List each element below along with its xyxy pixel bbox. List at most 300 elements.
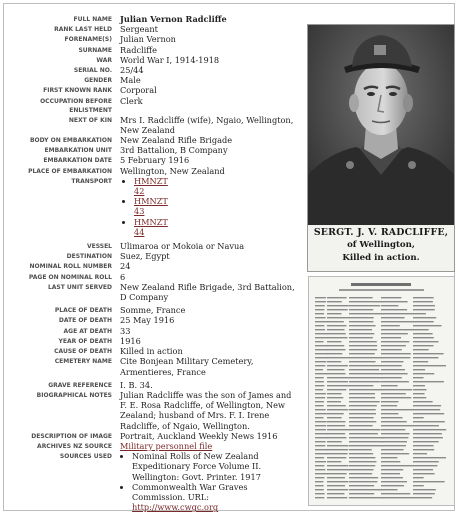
field-label: AGE AT DEATH — [63, 327, 112, 335]
document-text-line — [413, 389, 426, 390]
field-value: 33 — [120, 325, 131, 336]
caption-line-1: SERGT. J. V. RADCLIFFE, — [313, 227, 449, 238]
field-label: RANK LAST HELD — [54, 26, 112, 34]
document-text-line — [327, 329, 345, 330]
document-text-line — [349, 405, 377, 406]
document-text-line — [349, 477, 378, 478]
field-value: I. B. 34. — [120, 379, 153, 390]
document-text-line — [413, 341, 439, 342]
field-value: Killed in action — [120, 346, 183, 357]
document-text-line — [349, 457, 375, 458]
document-text-line — [315, 409, 326, 410]
document-text-line — [327, 489, 348, 490]
document-text-line — [349, 389, 383, 390]
document-text-line — [349, 437, 385, 438]
document-text-line — [381, 409, 414, 410]
document-text-line — [327, 333, 346, 334]
transport-link[interactable] — [134, 196, 168, 216]
document-text-line — [315, 437, 328, 438]
field-label: SURNAME — [78, 46, 112, 54]
field-value: Portrait, Auckland Weekly News 1916 — [120, 430, 278, 441]
field-label: LAST UNIT SERVED — [47, 283, 112, 291]
document-text-line — [381, 397, 411, 398]
document-text-line — [315, 489, 324, 490]
document-text-line — [315, 361, 326, 362]
document-text-line — [315, 333, 328, 334]
document-text-line — [327, 437, 346, 438]
document-text-line — [381, 493, 410, 494]
document-text-line — [381, 301, 408, 302]
document-text-line — [413, 309, 435, 310]
document-text-line — [413, 453, 427, 454]
field-value: 5 February 1916 — [120, 155, 190, 166]
document-text-line — [381, 413, 398, 414]
field-value: 25 May 1916 — [120, 315, 175, 326]
row-surname — [0, 45, 300, 55]
document-text-line — [413, 421, 445, 422]
document-text-line — [315, 493, 325, 494]
document-text-line — [327, 377, 349, 378]
field-value — [120, 441, 297, 451]
source-text: Commonwealth War Graves Commission. URL: — [132, 481, 248, 502]
document-text-line — [315, 369, 323, 370]
document-text-line — [327, 389, 346, 390]
row-year-of-death — [0, 336, 300, 346]
sources-list — [120, 451, 297, 512]
document-text-line — [315, 309, 324, 310]
document-text-line — [381, 341, 409, 342]
document-text-line — [349, 337, 373, 338]
document-text-line — [327, 325, 346, 326]
field-value: Clerk — [120, 95, 143, 106]
row-place-of-embarkation — [0, 166, 300, 176]
document-text-line — [315, 449, 328, 450]
field-value: 24 — [120, 261, 131, 272]
document-text-line — [413, 441, 439, 442]
document-text-line — [327, 361, 341, 362]
field-label: PLACE OF EMBARKATION — [28, 167, 112, 175]
field-value: Radcliffe — [120, 44, 157, 55]
document-text-line — [381, 401, 399, 402]
field-label: EMBARKATION DATE — [43, 157, 112, 165]
portrait-photo[interactable] — [307, 24, 455, 272]
row-grave-reference — [0, 380, 300, 390]
document-text-line — [315, 485, 324, 486]
document-text-line — [381, 373, 408, 374]
document-text-line — [349, 429, 380, 430]
row-war — [0, 55, 300, 65]
document-text-line — [327, 429, 350, 430]
document-text-line — [381, 445, 406, 446]
field-label: VESSEL — [86, 243, 112, 251]
document-text-line — [381, 377, 402, 378]
transport-link-number: 42 — [134, 186, 145, 197]
document-text-line — [381, 441, 407, 442]
document-text-line — [315, 413, 327, 414]
document-text-line — [413, 365, 446, 366]
document-text-line — [381, 437, 408, 438]
document-text-line — [315, 349, 328, 350]
document-text-line — [327, 297, 347, 298]
document-text-line — [381, 473, 400, 474]
row-rank-last-held — [0, 24, 300, 34]
document-text-line — [349, 445, 382, 446]
document-text-line — [413, 449, 434, 450]
transport-link[interactable] — [134, 217, 168, 237]
document-text-line — [349, 313, 384, 314]
document-text-line — [349, 417, 374, 418]
row-cause-of-death — [0, 346, 300, 356]
document-text-line — [349, 409, 376, 410]
document-text-line — [327, 385, 349, 386]
row-description-of-image — [0, 431, 300, 441]
portrait-caption — [308, 225, 454, 271]
document-text-line — [327, 441, 342, 442]
document-text-line — [349, 393, 375, 394]
row-transport — [0, 176, 300, 237]
document-text-line — [381, 361, 403, 362]
field-label: CEMETERY NAME — [54, 358, 112, 366]
document-text-line — [315, 377, 324, 378]
source-item — [132, 482, 297, 513]
document-text-line — [413, 497, 432, 498]
transport-link-number: 43 — [134, 206, 145, 217]
document-text-line — [349, 441, 385, 442]
document-text-line — [327, 485, 345, 486]
document-text-line — [349, 357, 383, 358]
document-text-line — [349, 453, 373, 454]
document-text-line — [349, 421, 376, 422]
document-text-line — [315, 477, 325, 478]
document-text-line — [381, 429, 405, 430]
document-text-line — [413, 337, 434, 338]
document-text-line — [413, 325, 442, 326]
document-text-line — [349, 297, 373, 298]
document-text-line — [349, 377, 384, 378]
document-text-line — [315, 405, 324, 406]
row-next-of-kin — [0, 115, 300, 135]
document-text-line — [327, 445, 349, 446]
document-text-line — [349, 425, 373, 426]
document-text-line — [315, 385, 324, 386]
document-text-line — [315, 397, 325, 398]
document-text-line — [349, 305, 380, 306]
military-personnel-file-link[interactable]: Military personnel file — [120, 440, 213, 451]
document-text-line — [315, 297, 326, 298]
document-text-line — [327, 493, 344, 494]
document-text-line — [413, 377, 424, 378]
document-text-line — [315, 313, 324, 314]
document-text-line — [413, 317, 436, 318]
document-text-line — [349, 489, 383, 490]
document-text-line — [349, 449, 372, 450]
document-text-line — [315, 321, 327, 322]
document-text-line — [349, 385, 373, 386]
document-text-line — [315, 457, 324, 458]
document-text-line — [327, 317, 351, 318]
document-text-line — [327, 473, 347, 474]
transport-item — [134, 217, 297, 237]
document-text-line — [327, 497, 347, 498]
document-text-line — [349, 345, 377, 346]
row-occupation — [0, 96, 300, 115]
field-value — [120, 176, 297, 237]
document-text-line — [381, 461, 400, 462]
document-text-line — [327, 393, 342, 394]
document-text-line — [381, 405, 397, 406]
document-text-line — [381, 365, 402, 366]
document-text-line — [413, 321, 434, 322]
field-value: 25/44 — [120, 65, 144, 76]
row-archives-nz-source — [0, 441, 300, 451]
document-text-line — [327, 337, 348, 338]
field-value: Male — [120, 75, 141, 86]
document-text-line — [349, 321, 373, 322]
document-text-line — [381, 385, 398, 386]
document-text-line — [327, 401, 341, 402]
document-text-line — [351, 283, 411, 286]
field-label: SOURCES USED — [59, 453, 112, 461]
document-text-line — [413, 373, 434, 374]
document-text-line — [349, 333, 374, 334]
document-text-line — [327, 397, 343, 398]
field-label: SERIAL NO. — [73, 67, 112, 75]
field-value: New Zealand Rifle Brigade — [120, 135, 233, 146]
document-text-line — [381, 381, 409, 382]
row-page-on-nominal-roll — [0, 272, 300, 282]
document-text-line — [349, 461, 376, 462]
document-text-line — [349, 325, 376, 326]
document-text-line — [381, 389, 412, 390]
document-text-line — [413, 457, 446, 458]
document-text-line — [315, 365, 325, 366]
field-label: GRAVE REFERENCE — [48, 381, 112, 389]
field-value: 1916 — [120, 335, 141, 346]
field-label: NOMINAL ROLL NUMBER — [29, 263, 112, 271]
document-text-line — [413, 385, 425, 386]
document-text-line — [327, 425, 345, 426]
document-text-line — [327, 305, 349, 306]
field-label: YEAR OF DEATH — [58, 337, 112, 345]
row-serial-no — [0, 65, 300, 75]
document-text-line — [381, 425, 413, 426]
document-text-line — [413, 329, 429, 330]
row-biographical-notes — [0, 390, 300, 431]
document-text-line — [413, 361, 428, 362]
document-text-line — [413, 489, 436, 490]
document-text-line — [327, 477, 345, 478]
document-text-line — [413, 465, 437, 466]
field-value: Julian Vernon Radcliffe — [120, 14, 227, 24]
field-value: Suez, Egypt — [120, 251, 170, 262]
row-cemetery-name — [0, 356, 300, 376]
document-text-line — [327, 433, 345, 434]
document-text-line — [381, 417, 402, 418]
transport-item — [134, 196, 297, 216]
document-text-line — [381, 421, 407, 422]
field-value: New Zealand Rifle Brigade, 3rd Battalion, D Company — [120, 281, 295, 303]
document-text-line — [327, 345, 344, 346]
document-text-line — [327, 313, 342, 314]
record-table — [0, 14, 300, 512]
nominal-roll-thumbnail[interactable] — [308, 276, 455, 506]
field-label: PLACE OF DEATH — [54, 307, 112, 315]
document-text-line — [315, 357, 329, 358]
field-label: FIRST KNOWN RANK — [43, 87, 112, 95]
document-text-line — [413, 485, 424, 486]
document-text-line — [327, 417, 342, 418]
document-text-line — [315, 481, 323, 482]
document-text-line — [413, 425, 439, 426]
transport-link-prefix: HMNZT — [134, 196, 168, 207]
document-text-line — [413, 413, 444, 414]
document-text-line — [315, 417, 323, 418]
document-text-line — [327, 481, 348, 482]
field-label: GENDER — [84, 77, 112, 85]
document-text-line — [327, 465, 348, 466]
row-place-of-death — [0, 305, 300, 315]
document-text-line — [315, 401, 324, 402]
document-text-line — [315, 421, 327, 422]
row-embarkation-date — [0, 155, 300, 165]
document-text-line — [349, 485, 374, 486]
document-text-line — [349, 493, 374, 494]
document-text-line — [327, 321, 344, 322]
document-text-line — [413, 397, 426, 398]
document-text-line — [349, 469, 373, 470]
field-value — [120, 451, 297, 512]
field-label: BODY ON EMBARKATION — [29, 137, 112, 145]
document-text-line — [381, 353, 411, 354]
document-text-line — [315, 469, 325, 470]
row-sources-used — [0, 451, 300, 512]
field-value: Wellington, New Zealand — [120, 165, 225, 176]
field-value: Sergeant — [120, 24, 158, 35]
document-text-line — [413, 313, 426, 314]
document-text-line — [349, 329, 372, 330]
row-last-unit-served — [0, 282, 300, 302]
document-text-line — [349, 433, 378, 434]
field-label: FULL NAME — [73, 16, 112, 23]
document-text-line — [327, 309, 348, 310]
document-text-line — [349, 317, 374, 318]
document-text-line — [327, 409, 348, 410]
document-text-line — [413, 297, 434, 298]
source-item: • Nominal Rolls of New Zealand Expeditionary Force Volume II. Wellington: Govt. Printer. 1917 — [132, 451, 297, 482]
row-body-on-embarkation — [0, 135, 300, 145]
document-text-line — [381, 317, 405, 318]
document-text-line — [381, 497, 414, 498]
document-text-line — [327, 357, 350, 358]
document-text-line — [349, 309, 373, 310]
document-text-line — [315, 389, 323, 390]
document-text-line — [315, 433, 328, 434]
document-text-line — [327, 373, 346, 374]
document-text-line — [349, 473, 372, 474]
document-text-line — [413, 381, 444, 382]
transport-link-prefix: HMNZT — [134, 216, 168, 227]
document-text-line — [413, 393, 425, 394]
document-text-line — [381, 485, 404, 486]
document-text-line — [381, 337, 401, 338]
document-text-line — [327, 369, 345, 370]
document-text-line — [413, 349, 429, 350]
cwgc-link[interactable]: http://www.cwgc.org — [132, 502, 219, 513]
document-text-line — [327, 349, 346, 350]
document-text-line — [349, 369, 379, 370]
transport-link-number: 44 — [134, 226, 145, 237]
document-text-line — [413, 429, 446, 430]
field-label: PAGE ON NOMINAL ROLL — [28, 273, 112, 281]
field-value: Cite Bonjean Military Cemetery, Armentieres, France — [120, 356, 254, 377]
document-text-line — [381, 369, 405, 370]
field-value: Julian Radcliffe was the son of James and F. E. Rosa Radcliffe, of Wellington, New Zealand; husband of Mrs. F. I. Irene Radcliffe, of Ngaio, Wellington. — [120, 389, 292, 431]
field-value: 6 — [120, 271, 126, 282]
document-text-line — [381, 313, 414, 314]
document-text-line — [327, 469, 349, 470]
document-text-line — [315, 445, 325, 446]
document-text-line — [349, 381, 381, 382]
row-nominal-roll-number — [0, 261, 300, 271]
document-text-line — [315, 337, 328, 338]
document-text-line — [327, 413, 344, 414]
document-text-line — [381, 321, 415, 322]
document-text-line — [315, 373, 329, 374]
field-value: 3rd Battalion, B Company — [120, 145, 228, 156]
document-text-line — [315, 473, 328, 474]
field-label: TRANSPORT — [71, 177, 112, 185]
document-text-line — [381, 477, 403, 478]
document-text-line — [381, 449, 404, 450]
document-text-line — [381, 453, 409, 454]
document-text-line — [315, 353, 327, 354]
document-text-line — [349, 349, 377, 350]
document-text-line — [349, 301, 383, 302]
document-text-line — [413, 357, 438, 358]
row-full-name — [0, 14, 300, 24]
document-text-line — [381, 469, 403, 470]
field-value: Somme, France — [120, 305, 186, 316]
document-text-line — [327, 301, 342, 302]
document-text-line — [413, 301, 433, 302]
document-text-line — [327, 421, 345, 422]
row-embarkation-unit — [0, 145, 300, 155]
document-text-line — [327, 449, 348, 450]
field-value: Ulimaroa or Mokoia or Navua — [120, 241, 245, 252]
row-gender — [0, 75, 300, 85]
document-text-line — [349, 401, 380, 402]
document-text-line — [315, 453, 329, 454]
document-text-line — [327, 353, 342, 354]
document-text-line — [413, 437, 443, 438]
document-text-line — [315, 497, 324, 498]
document-text-line — [381, 349, 402, 350]
document-text-line — [327, 365, 348, 366]
field-label: FORENAME(S) — [64, 36, 112, 44]
field-label: WAR — [96, 56, 112, 64]
row-date-of-death — [0, 315, 300, 325]
document-text-line — [381, 333, 408, 334]
document-text-line — [381, 489, 398, 490]
document-text-line — [413, 409, 440, 410]
document-text-line — [381, 465, 413, 466]
document-text-line — [315, 429, 326, 430]
field-value: World War I, 1914-1918 — [120, 54, 220, 65]
field-label: NEXT OF KIN — [68, 116, 112, 124]
row-forenames — [0, 34, 300, 44]
document-text-line — [381, 305, 398, 306]
transport-link[interactable] — [134, 176, 168, 196]
